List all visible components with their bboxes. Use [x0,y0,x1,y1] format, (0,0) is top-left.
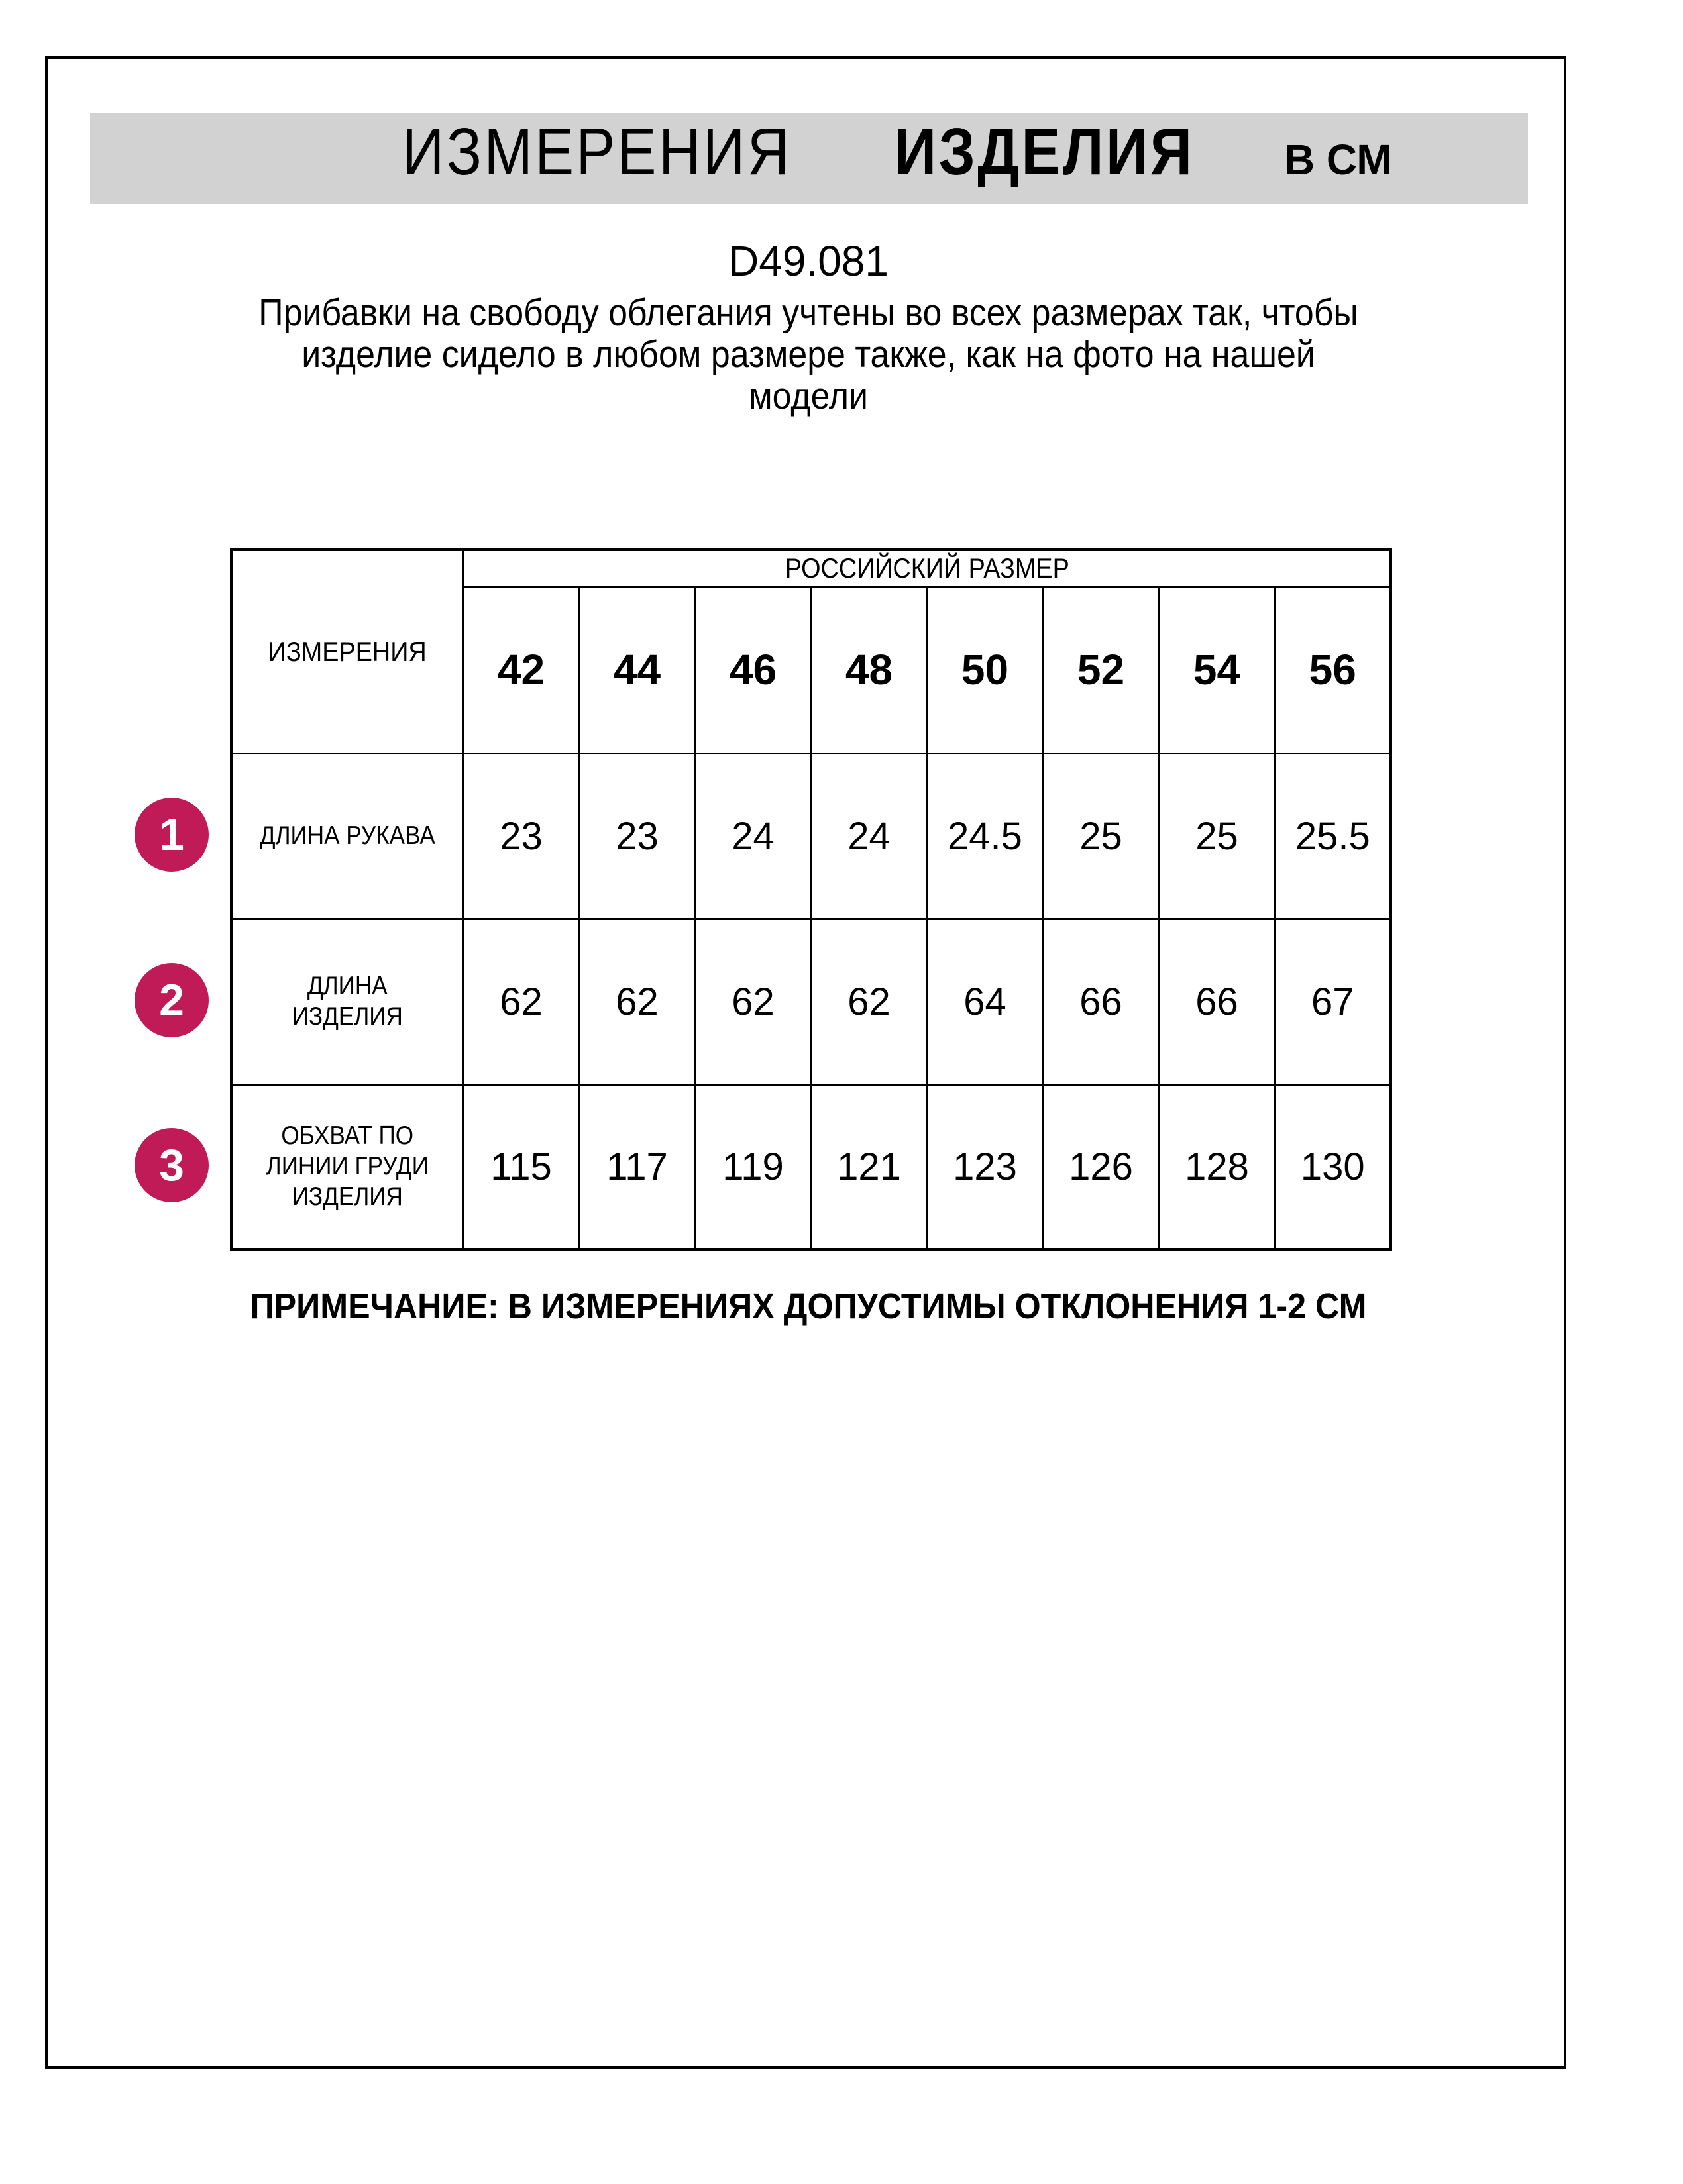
table-row-chest-girth [231,1084,1391,1249]
sleeve-length-48: 24 [811,753,927,919]
table-row-sleeve-length [231,753,1391,919]
sleeve-length-42: 23 [463,753,579,919]
description-line-3: модели [748,375,869,417]
product-length-42: 62 [463,919,579,1084]
document-page [45,56,1566,2069]
size-group-label: РОССИЙСКИЙ РАЗМЕР [785,552,1069,584]
corner-label: ИЗМЕРЕНИЯ [268,635,427,667]
measure-badge-1: 1 [135,798,209,872]
product-length-44: 62 [579,919,695,1084]
size-group-header [463,550,1391,586]
sleeve-length-56: 25.5 [1275,753,1391,919]
chest-girth-48: 121 [811,1084,927,1249]
product-code: D49.081 [728,237,889,285]
description-line-2: изделие сидело в любом размере также, как на фото на нашей [301,333,1315,376]
chest-girth-52: 126 [1043,1084,1159,1249]
title-bar [90,113,1528,204]
size-group-row [231,550,1391,586]
corner-cell [231,550,463,753]
chest-girth-46: 119 [695,1084,811,1249]
size-42: 42 [463,586,579,753]
product-length-46: 62 [695,919,811,1084]
chest-girth-50: 123 [927,1084,1043,1249]
product-length-56: 67 [1275,919,1391,1084]
measure-badge-2: 2 [135,963,209,1037]
sleeve-length-44: 23 [579,753,695,919]
product-length-50: 64 [927,919,1043,1084]
sleeve-length-54: 25 [1159,753,1275,919]
size-54: 54 [1159,586,1275,753]
product-length-54: 66 [1159,919,1275,1084]
title-word-measurements: ИЗМЕРЕНИЯ [402,115,792,189]
title-word-product: ИЗДЕЛИЯ [895,115,1195,189]
size-50: 50 [927,586,1043,753]
description-line-1: Прибавки на свободу облегания учтены во всех размерах так, чтобы [258,291,1358,334]
sleeve-length-50: 24.5 [927,753,1043,919]
size-48: 48 [811,586,927,753]
size-52: 52 [1043,586,1159,753]
row-label-sleeve-length: ДЛИНА РУКАВА [231,753,463,919]
chest-girth-42: 115 [463,1084,579,1249]
table-row-product-length [231,919,1391,1084]
chest-girth-54: 128 [1159,1084,1275,1249]
size-44: 44 [579,586,695,753]
chest-girth-56: 130 [1275,1084,1391,1249]
sleeve-length-46: 24 [695,753,811,919]
size-46: 46 [695,586,811,753]
sleeve-length-52: 25 [1043,753,1159,919]
size-56: 56 [1275,586,1391,753]
product-description [116,292,1500,417]
chest-girth-44: 117 [579,1084,695,1249]
title-unit-label: В СМ [1283,136,1392,183]
size-table [230,548,1392,1251]
product-length-52: 66 [1043,919,1159,1084]
row-label-chest-girth: ОБХВАТ ПО ЛИНИИ ГРУДИ ИЗДЕЛИЯ [231,1084,463,1249]
row-label-product-length: ДЛИНА ИЗДЕЛИЯ [231,919,463,1084]
tolerance-note: ПРИМЕЧАНИЕ: В ИЗМЕРЕНИЯХ ДОПУСТИМЫ ОТКЛОНЕНИЯ 1-2 СМ [250,1286,1367,1326]
measure-badge-3: 3 [135,1128,209,1202]
product-length-48: 62 [811,919,927,1084]
